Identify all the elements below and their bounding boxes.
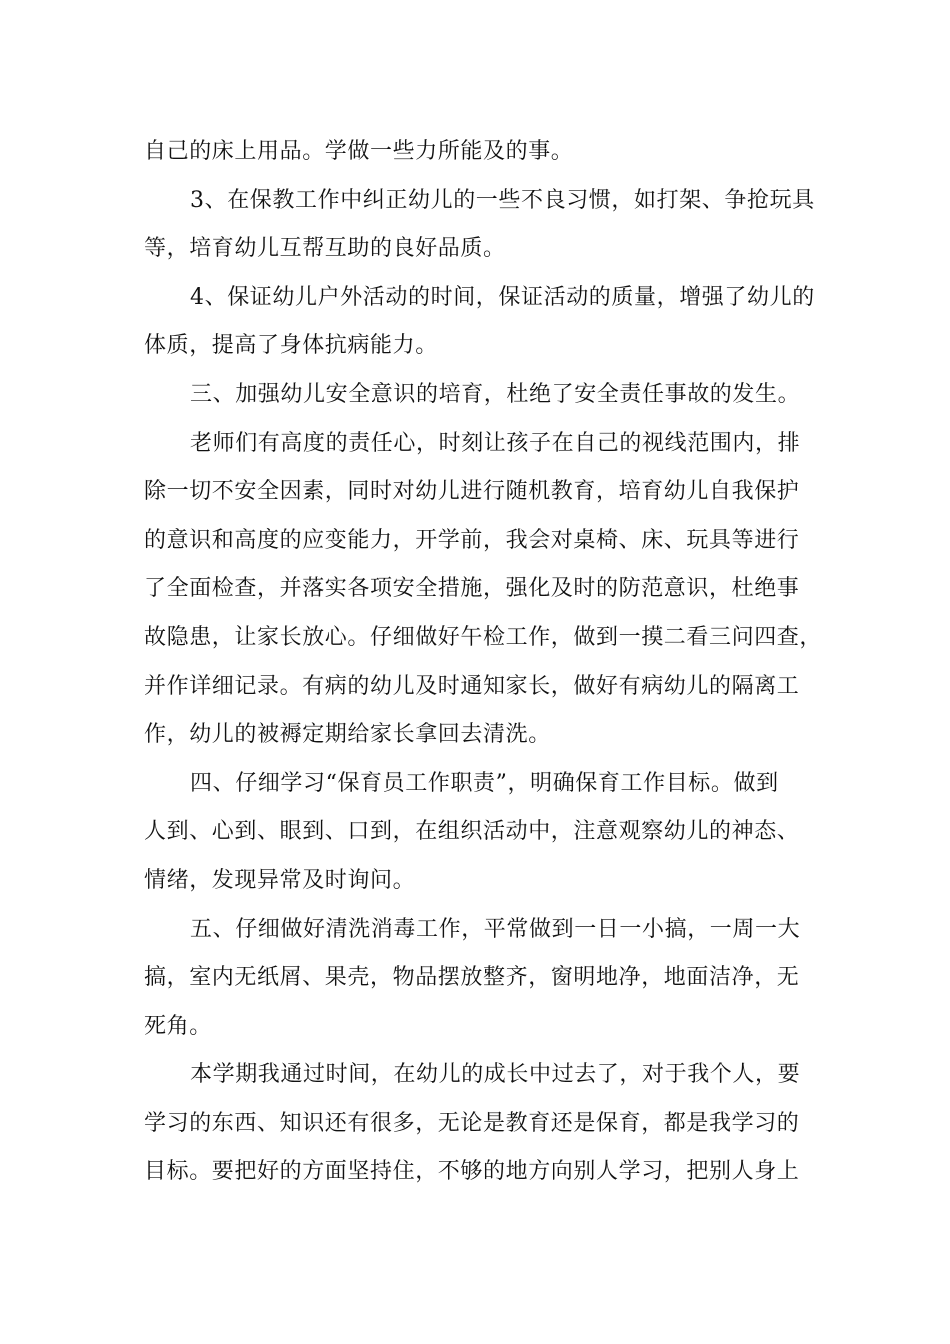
text-line: 自己的床上用品。学做一些力所能及的事。 bbox=[144, 139, 574, 164]
text-line: 了全面检查，并落实各项安全措施，强化及时的防范意识，杜绝事 bbox=[144, 576, 800, 602]
text-line: 老师们有高度的责任心，时刻让孩子在自己的视线范围内，排 bbox=[190, 430, 801, 456]
text-line: 并作详细记录。有病的幼儿及时通知家长，做好有病幼儿的隔离工 bbox=[144, 673, 800, 699]
text-line: 本学期我通过时间，在幼儿的成长中过去了，对于我个人，要 bbox=[190, 1062, 801, 1088]
text-line: 故隐患，让家长放心。仔细做好午检工作，做到一摸二看三问四查， bbox=[144, 624, 823, 650]
text-line: 情绪，发现异常及时询问。 bbox=[144, 867, 416, 893]
section-heading: 四、仔细学习“保育员工作职责”，明确保育工作目标。做到 bbox=[190, 770, 779, 796]
section-heading: 五、仔细做好清洗消毒工作，平常做到一日一小搞，一周一大 bbox=[190, 916, 801, 942]
text-line: 作，幼儿的被褥定期给家长拿回去清洗。 bbox=[144, 722, 551, 748]
document-body bbox=[144, 128, 824, 1197]
text-line: 的意识和高度的应变能力，开学前，我会对桌椅、床、玩具等进行 bbox=[144, 527, 800, 553]
text-line: 等，培育幼儿互帮互助的良好品质。 bbox=[144, 236, 506, 262]
text-line: 4、保证幼儿户外活动的时间，保证活动的质量，增强了幼儿的 bbox=[190, 284, 815, 310]
section-heading: 三、加强幼儿安全意识的培育，杜绝了安全责任事故的发生。 bbox=[190, 381, 801, 407]
text-line: 人到、心到、眼到、口到，在组织活动中，注意观察幼儿的神态、 bbox=[144, 819, 800, 845]
text-line: 除一切不安全因素，同时对幼儿进行随机教育，培育幼儿自我保护 bbox=[144, 479, 800, 505]
text-line: 目标。要把好的方面坚持住，不够的地方向别人学习，把别人身上 bbox=[144, 1159, 800, 1185]
text-line: 死角。 bbox=[144, 1013, 212, 1039]
text-line: 体质，提高了身体抗病能力。 bbox=[144, 333, 438, 359]
text-line: 搞，室内无纸屑、果壳，物品摆放整齐，窗明地净，地面洁净，无 bbox=[144, 965, 800, 991]
text-line: 3、在保教工作中纠正幼儿的一些不良习惯，如打架、争抢玩具 bbox=[190, 187, 815, 213]
text-line: 学习的东西、知识还有很多，无论是教育还是保育，都是我学习的 bbox=[144, 1110, 800, 1136]
